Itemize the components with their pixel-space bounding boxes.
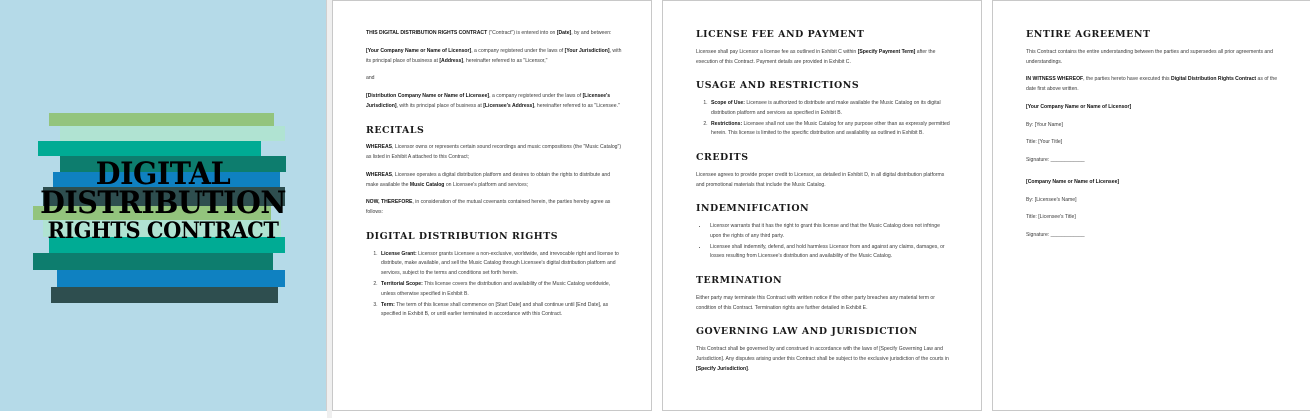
and-connector: and — [366, 75, 375, 82]
heading-termination: TERMINATION — [696, 275, 783, 287]
witness-label: IN WITNESS WHEREOF — [1026, 76, 1084, 83]
indemnification-list — [696, 222, 952, 262]
document-page-3[interactable] — [662, 0, 982, 411]
licensee-mid: , a company registered under the laws of — [489, 93, 583, 100]
governing-text-b: . — [747, 365, 750, 372]
list-item-text: Licensee is authorized to distribute and make available the Music Catalog on its digital distribution platform and services as specified in Exhibit B. — [711, 100, 941, 116]
list-item-label: Scope of Use: — [711, 100, 745, 107]
witness-paragraph — [1026, 75, 1282, 95]
cover-title-line-3: RIGHTS CONTRACT — [47, 217, 279, 244]
list-item-label: License Grant: — [381, 250, 417, 257]
entire-agreement-paragraph: This Contract contains the entire understanding between the parties and supersedes all prior agreements and understandings. — [1026, 48, 1273, 65]
now-therefore-label: NOW, THEREFORE — [366, 199, 413, 206]
bar-teal-dark-2 — [33, 253, 273, 270]
digital-distribution-rights-list — [366, 250, 622, 320]
licensee-block-name: [Company Name or Name of Licensee] — [1026, 178, 1120, 185]
governing-law-paragraph — [696, 345, 952, 374]
party-licensor-paragraph — [366, 47, 622, 67]
now-therefore — [366, 198, 622, 218]
list-item-label: Territorial Scope: — [381, 280, 423, 287]
heading-license-fee-and-payment: LICENSE FEE AND PAYMENT — [696, 29, 865, 40]
bar-teal-bright — [38, 141, 261, 156]
page-gutter-2 — [652, 0, 662, 418]
fee-text-a: Licensee shall pay Licensor a license fee as outlined in Exhibit C within — [696, 48, 858, 55]
list-item — [379, 280, 622, 300]
witness-text-b: as of the date first above written. — [1026, 76, 1278, 93]
document-page-4[interactable] — [992, 0, 1310, 411]
list-item-label: Term: — [381, 301, 395, 308]
list-item: • Licensor warrants that it has the right to grant this license and that the Music Catalog does not infringe upon the rights of any third party. — [708, 222, 952, 242]
intro-mid: ("Contract") is entered into on — [487, 30, 557, 36]
list-item-text: The term of this license shall commence on [Start Date] and shall continue until [End Date], as specified in Exhibit B, or until earlier terminated in accordance with this Contract. — [381, 301, 609, 318]
heading-indemnification: INDEMNIFICATION — [696, 203, 810, 215]
licensee-post: , hereinafter referred to as "Licensee." — [534, 102, 620, 109]
credits-paragraph: Licensee agrees to provide proper credit to Licensor, as detailed in Exhibit D, in all digital distribution platforms and promotional materials that include the Music Catalog. — [696, 171, 945, 188]
whereas-1-label: WHEREAS — [366, 144, 393, 151]
heading-entire-agreement: ENTIRE AGREEMENT — [1026, 29, 1151, 40]
list-item-text: Licensor grants Licensee a non-exclusive, worldwide, and irrevocable right and license to distribute, make available, and sell the Music Catalog through Licensee's digital distribution platform and services, subject to the terms and conditions set forth herein. — [381, 250, 619, 277]
licensee-signature-block-title — [1026, 178, 1282, 188]
witness-text-a: , the parties hereto have executed this — [1083, 76, 1171, 83]
page-gutter-3 — [982, 0, 992, 418]
licensor-signature-block-title — [1026, 103, 1282, 113]
termination-paragraph: Either party may terminate this Contract with written notice if the other party breaches any material term or condition of this Contract. Termination rights are further detailed in Exhibit E. — [696, 294, 935, 311]
licensee-jurisdiction-placeholder: [Licensee's Jurisdiction] — [366, 93, 611, 109]
heading-usage-and-restrictions: USAGE AND RESTRICTIONS — [696, 80, 860, 92]
jurisdiction-placeholder: [Specify Jurisdiction] — [696, 365, 748, 372]
heading-recitals: RECITALS — [366, 124, 425, 136]
heading-credits: CREDITS — [696, 152, 749, 164]
list-item — [379, 301, 622, 321]
list-item: • Licensee shall indemnify, defend, and hold harmless Licensor from and against any claims, damages, or losses resulting from Licensee's distribution and availability of the Music Catalog. — [708, 243, 952, 263]
heading-governing-law-and-jurisdiction: GOVERNING LAW AND JURISDICTION — [696, 326, 918, 338]
fee-text-b: after the execution of this Contract. Payment details are provided in Exhibit C. — [696, 48, 936, 65]
now-therefore-text: , in consideration of the mutual covenants contained herein, the parties hereby agree as follows: — [366, 199, 611, 216]
document-page-2[interactable] — [332, 0, 652, 411]
bar-mint — [60, 126, 285, 141]
whereas-2-text-a: , Licensee operates a digital distribution platform and desires to obtain the rights to distribute and make available the — [366, 171, 611, 188]
licensee-by-field: By: [Licensee's Name] — [1026, 196, 1077, 203]
licensor-title-field: Title: [Your Title] — [1026, 139, 1063, 146]
whereas-2-text-b: on Licensee's platform and services; — [444, 181, 529, 188]
bar-green-light — [49, 113, 274, 126]
payment-term-placeholder: [Specify Payment Term] — [857, 48, 916, 55]
contract-title-inline: THIS DIGITAL DISTRIBUTION RIGHTS CONTRACT — [366, 30, 488, 36]
licensee-name-placeholder: [Distribution Company Name or Name of Licensee] — [366, 93, 490, 100]
music-catalog-term: Music Catalog — [409, 181, 445, 188]
whereas-1-text: , Licensor owns or represents certain sound recordings and music compositions (the "Music Catalog") as listed in Exhibit A attached to this Contract; — [366, 144, 622, 161]
cover-title-line-1: DIGITAL — [95, 156, 231, 192]
licensor-by-field: By: [Your Name] — [1026, 121, 1063, 128]
licensor-signature-field: Signature: ____________ — [1026, 157, 1085, 164]
licensor-mid2: , with its principal place of business at — [366, 47, 622, 64]
whereas-2-label: WHEREAS — [366, 171, 393, 178]
license-fee-paragraph — [696, 48, 952, 68]
list-item-text: This license covers the distribution and availability of the Music Catalog worldwide, unless otherwise specified in Exhibit B. — [381, 280, 611, 297]
list-item — [709, 99, 952, 119]
licensor-mid: , a company registered under the laws of — [471, 47, 565, 54]
licensee-address-placeholder: [Licensee's Address] — [483, 102, 535, 109]
party-licensee-paragraph — [366, 92, 622, 112]
licensor-name-placeholder: [Your Company Name or Name of Licensor] — [366, 47, 472, 54]
bar-blue-2 — [57, 270, 285, 287]
licensor-post: , hereinafter referred to as "Licensor," — [463, 57, 548, 64]
intro-paragraph — [366, 29, 622, 39]
licensee-mid2: , with its principal place of business at — [396, 102, 484, 109]
intro-post: , by and between: — [571, 30, 612, 36]
contract-name-inline: Digital Distribution Rights Contract — [1170, 76, 1257, 83]
whereas-2 — [366, 171, 622, 191]
licensor-address-placeholder: [Address] — [439, 57, 464, 64]
whereas-1 — [366, 143, 622, 163]
usage-restrictions-list — [696, 99, 952, 139]
date-placeholder: [Date] — [556, 30, 572, 36]
licensee-signature-field: Signature: ____________ — [1026, 232, 1085, 239]
list-item — [709, 120, 952, 140]
list-item-text: Licensee shall not use the Music Catalog for any purpose other than as expressly permitted herein. This license is limited to the specific distribution and availability as outlined in Exhibit B. — [711, 120, 950, 137]
bar-slate-2 — [51, 287, 278, 303]
list-item-label: Restrictions: — [711, 120, 743, 127]
licensor-jurisdiction-placeholder: [Your Jurisdiction] — [564, 47, 610, 54]
licensor-block-name: [Your Company Name or Name of Licensor] — [1026, 103, 1132, 110]
cover-title-line-2: DISTRIBUTION — [40, 185, 286, 222]
cover-title — [0, 156, 326, 244]
list-item — [379, 250, 622, 279]
governing-text-a: This Contract shall be governed by and construed in accordance with the laws of [Specify Governing Law and Jurisdiction]. Any disputes arising under this Contract shall be subject to the exclusive jurisdiction of the courts in — [696, 346, 949, 362]
heading-digital-distribution-rights: DIGITAL DISTRIBUTION RIGHTS — [366, 230, 559, 242]
cover-page[interactable] — [0, 0, 327, 411]
licensee-title-field: Title: [Licensee's Title] — [1026, 214, 1076, 221]
